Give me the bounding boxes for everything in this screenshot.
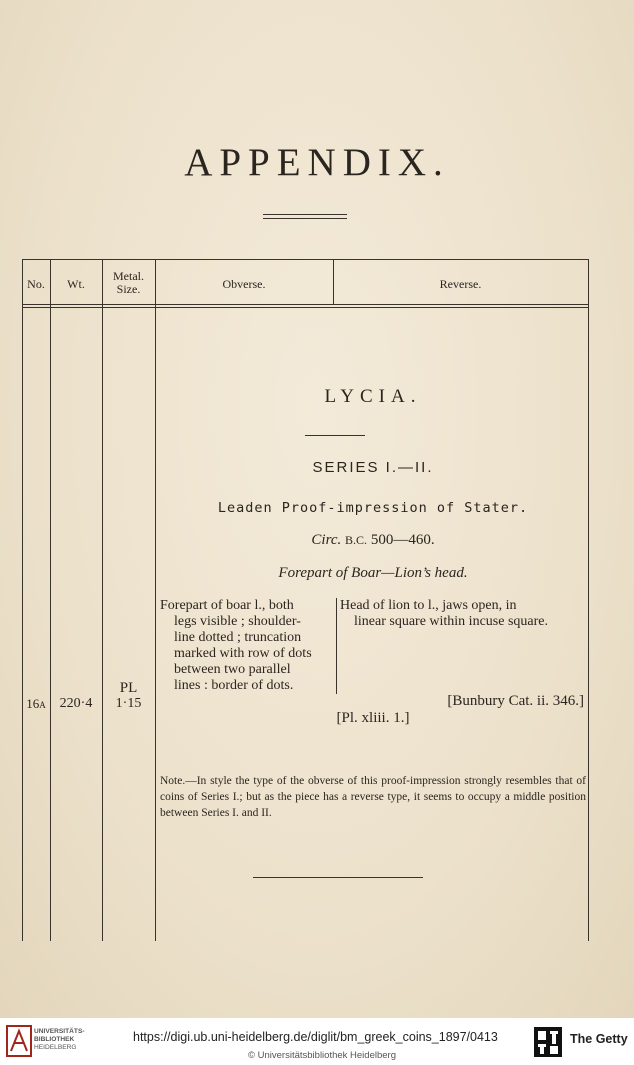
copyright-text: © Universitätsbibliothek Heidelberg bbox=[248, 1050, 396, 1061]
obverse-line: line dotted ; truncation bbox=[174, 630, 302, 645]
column-divider bbox=[102, 259, 103, 941]
viewer-footer bbox=[0, 1018, 634, 1065]
university-name-line: BIBLIOTHEK bbox=[34, 1036, 75, 1043]
footnote: Note.—In style the type of the obverse of this proof-impression strongly resembles that of coins of Series I.; but as the piece has a reverse type, it seems to occupy a middle position between Series I. and II. bbox=[160, 775, 586, 819]
closing-rule bbox=[253, 877, 423, 878]
reverse-line: linear square within incuse square. bbox=[354, 614, 548, 629]
university-name bbox=[34, 1028, 85, 1052]
header-size: Size. bbox=[116, 282, 141, 296]
bc-label: B.C. bbox=[345, 533, 368, 547]
type-caption: Forepart of Boar—Lion’s head. bbox=[278, 565, 468, 581]
university-name-line: HEIDELBERG bbox=[34, 1044, 77, 1051]
reverse-description bbox=[340, 598, 586, 630]
obverse-reverse-divider bbox=[336, 598, 337, 694]
header-reverse: Reverse. bbox=[439, 277, 482, 291]
table-top-rule bbox=[22, 259, 588, 260]
section-rule bbox=[305, 435, 365, 436]
partner-name: The Getty bbox=[570, 1032, 628, 1046]
obverse-line: marked with row of dots bbox=[174, 646, 312, 661]
series-heading: SERIES I.—II. bbox=[312, 459, 434, 476]
getty-logo-icon bbox=[534, 1027, 562, 1057]
header-wt: Wt. bbox=[67, 277, 85, 291]
entry-number: 16a bbox=[26, 696, 46, 711]
circ-label: Circ. bbox=[311, 532, 342, 548]
obverse-line: between two parallel bbox=[174, 662, 291, 677]
entry-size: 1·15 bbox=[115, 696, 142, 711]
column-divider bbox=[155, 259, 156, 941]
obverse-line: Forepart of boar l., both bbox=[160, 598, 294, 613]
title-rule-bottom bbox=[263, 218, 347, 219]
obverse-description bbox=[160, 598, 332, 694]
column-divider bbox=[588, 259, 589, 941]
entry-metal: PL bbox=[119, 680, 138, 696]
table-header-rule bbox=[22, 304, 588, 305]
university-logo-icon bbox=[6, 1025, 32, 1057]
catalog-reference: [Bunbury Cat. ii. 346.] bbox=[447, 693, 584, 709]
university-name-line: UNIVERSITÄTS- bbox=[34, 1028, 85, 1035]
column-divider bbox=[22, 259, 23, 941]
table-header-rule-2 bbox=[22, 307, 588, 308]
coin-description-heading: Leaden Proof-impression of Stater. bbox=[217, 500, 529, 516]
title-rule-top bbox=[263, 214, 347, 215]
page-title: APPENDIX. bbox=[184, 141, 450, 184]
obverse-line: lines : border of dots. bbox=[174, 678, 294, 693]
plate-reference: [Pl. xliii. 1.] bbox=[336, 710, 410, 726]
header-obverse: Obverse. bbox=[222, 277, 266, 291]
reverse-line: Head of lion to l., jaws open, in bbox=[340, 598, 517, 613]
entry-weight: 220·4 bbox=[59, 696, 93, 711]
date-range: 500—460. bbox=[370, 532, 435, 548]
section-heading: LYCIA. bbox=[324, 386, 422, 407]
page-url-link[interactable]: https://digi.ub.uni-heidelberg.de/diglit/bm_greek_coins_1897/0413 bbox=[133, 1030, 498, 1044]
obverse-line: legs visible ; shoulder- bbox=[174, 614, 301, 629]
column-divider bbox=[50, 259, 51, 941]
header-no: No. bbox=[27, 277, 45, 291]
header-metal: Metal. bbox=[113, 269, 144, 283]
date-line bbox=[157, 532, 589, 549]
